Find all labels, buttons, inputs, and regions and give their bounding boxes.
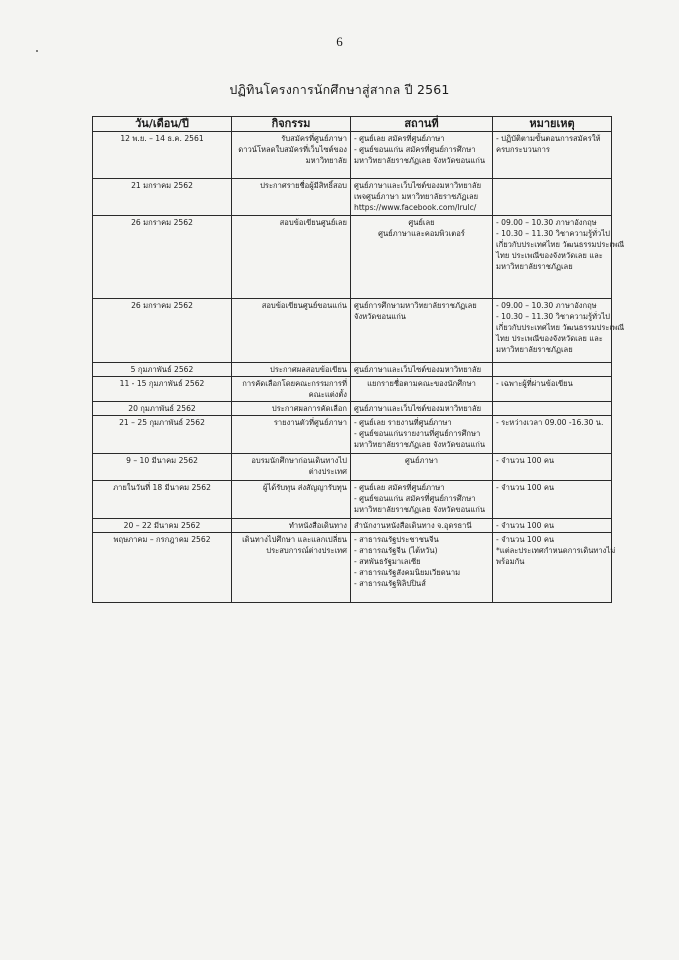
place-cell-line: เพจศูนย์ภาษา มหาวิทยาลัยราชภัฏเลย: [354, 192, 479, 201]
note-cell: [493, 299, 625, 363]
note-cell-line: - จำนวน 100 คน: [496, 483, 555, 492]
date-cell: 26 มกราคม 2562: [93, 216, 232, 299]
place-cell-line: จังหวัดขอนแก่น: [354, 312, 406, 321]
page-title: ปฏิทินโครงการนักศึกษาสู่สากล ปี 2561: [229, 82, 450, 97]
scan-speck: [36, 50, 38, 52]
header-row: [93, 117, 612, 132]
activity-cell-line: ประกาศผลสอบข้อเขียน: [270, 365, 347, 374]
date-cell: ภายในวันที่ 18 มีนาคม 2562: [93, 481, 232, 519]
note-cell-line: มหาวิทยาลัยราชภัฏเลย: [496, 345, 573, 354]
place-cell: [351, 519, 493, 533]
note-cell: [493, 132, 612, 179]
table-row: [93, 179, 612, 216]
place-cell: [351, 179, 493, 216]
activity-cell: [232, 216, 351, 299]
place-cell-line: ศูนย์ภาษาและเว็บไซต์ของมหาวิทยาลัย: [354, 365, 482, 374]
note-cell-line: - 10.30 – 11.30 วิชาความรู้ทั่วไป: [496, 312, 610, 321]
place-cell-line: - สาธารณรัฐสังคมนิยมเวียดนาม: [354, 568, 461, 577]
place-cell-line: มหาวิทยาลัยราชภัฏเลย จังหวัดขอนแก่น: [354, 505, 486, 514]
header-date: วัน/เดือน/ปี: [93, 117, 232, 132]
table-row: [93, 363, 612, 377]
activity-cell-line: รับสมัครที่ศูนย์ภาษา: [281, 134, 347, 143]
activity-cell-line: ทำหนังสือเดินทาง: [288, 521, 347, 530]
activity-cell-line: ต่างประเทศ: [308, 467, 347, 476]
activity-cell: [232, 132, 351, 179]
activity-cell: [232, 377, 351, 402]
table-row: [93, 132, 612, 179]
note-cell: [493, 533, 616, 603]
place-cell-line: - ศูนย์ขอนแก่น สมัครที่ศูนย์การศึกษา: [354, 145, 476, 154]
note-cell-line: - 09.00 – 10.30 ภาษาอังกฤษ: [496, 301, 597, 310]
place-cell: [351, 299, 493, 363]
place-cell-line: มหาวิทยาลัยราชภัฏเลย จังหวัดขอนแก่น: [354, 440, 486, 449]
note-cell: [493, 481, 612, 519]
place-cell-line: https://www.facebook.com/lrulc/: [354, 203, 477, 212]
table-row: [93, 416, 612, 454]
activity-cell: [232, 481, 351, 519]
note-cell-line: - ปฏิบัติตามขั้นตอนการสมัครให้: [496, 134, 601, 143]
place-cell: [351, 216, 493, 299]
place-cell-line: แยกรายชื่อตามคณะของนักศึกษา: [367, 379, 476, 388]
place-cell: [351, 533, 493, 603]
place-cell-line: ศูนย์ภาษาและเว็บไซต์ของมหาวิทยาลัย: [354, 181, 482, 190]
place-cell-line: - ศูนย์เลย รายงานที่ศูนย์ภาษา: [354, 418, 452, 427]
note-cell-line: - จำนวน 100 คน: [496, 456, 555, 465]
table-row: [93, 519, 612, 533]
activity-cell-line: ประกาศผลการคัดเลือก: [271, 404, 347, 413]
table-row: [93, 216, 612, 299]
place-cell-line: ศูนย์ภาษา: [404, 456, 438, 465]
activity-cell: [232, 416, 351, 454]
note-cell-line: *แต่ละประเทศกำหนดการเดินทางไม่: [496, 546, 616, 555]
note-cell: [493, 416, 612, 454]
note-cell: [493, 519, 612, 533]
table-row: [93, 402, 612, 416]
note-cell-line: - จำนวน 100 คน: [496, 535, 555, 544]
note-cell: [493, 363, 612, 377]
place-cell: [351, 377, 493, 402]
note-cell-line: เกี่ยวกับประเทศไทย วัฒนธรรมประเพณี: [496, 323, 625, 332]
place-cell-line: มหาวิทยาลัยราชภัฏเลย จังหวัดขอนแก่น: [354, 156, 486, 165]
note-cell-line: พร้อมกัน: [496, 557, 525, 566]
activity-cell-line: คณะแต่งตั้ง: [308, 390, 347, 399]
place-cell-line: - ศูนย์ขอนแก่น สมัครที่ศูนย์การศึกษา: [354, 494, 476, 503]
place-cell: [351, 481, 493, 519]
place-cell: [351, 402, 493, 416]
note-cell: [493, 402, 612, 416]
header-activity: กิจกรรม: [232, 117, 351, 132]
activity-cell: [232, 299, 351, 363]
date-cell: 20 – 22 มีนาคม 2562: [93, 519, 232, 533]
place-cell: [351, 454, 493, 481]
header-note: หมายเหตุ: [493, 117, 612, 132]
place-cell-line: สำนักงานหนังสือเดินทาง จ.อุดรธานี: [354, 521, 472, 530]
activity-cell: [232, 519, 351, 533]
place-cell-line: - สาธารณรัฐประชาชนจีน: [354, 535, 439, 544]
place-cell-line: - ศูนย์ขอนแก่นรายงานที่ศูนย์การศึกษา: [354, 429, 481, 438]
place-cell-line: - ศูนย์เลย สมัครที่ศูนย์ภาษา: [354, 483, 445, 492]
note-cell-line: - 09.00 – 10.30 ภาษาอังกฤษ: [496, 218, 597, 227]
place-cell-line: ศูนย์เลย: [408, 218, 435, 227]
note-cell-line: ครบกระบวนการ: [496, 145, 550, 154]
note-cell-line: เกี่ยวกับประเทศไทย วัฒนธรรมประเพณี: [496, 240, 625, 249]
date-cell: พฤษภาคม – กรกฎาคม 2562: [93, 533, 232, 603]
activity-cell-line: การคัดเลือกโดยคณะกรรมการที่: [242, 379, 347, 388]
activity-cell-line: ผู้ได้รับทุน ส่งสัญญารับทุน: [263, 483, 347, 492]
schedule-body: [93, 132, 625, 603]
table-row: [93, 377, 612, 402]
table-row: [93, 454, 612, 481]
place-cell-line: - ศูนย์เลย สมัครที่ศูนย์ภาษา: [354, 134, 445, 143]
place-cell-line: ศูนย์ภาษาและคอมพิวเตอร์: [378, 229, 465, 238]
note-cell: [493, 454, 612, 481]
activity-cell-line: สอบข้อเขียนศูนย์ขอนแก่น: [261, 301, 347, 310]
activity-cell-line: สอบข้อเขียนศูนย์เลย: [279, 218, 347, 227]
date-cell: 5 กุมภาพันธ์ 2562: [93, 363, 232, 377]
activity-cell-line: รายงานตัวที่ศูนย์ภาษา: [273, 418, 347, 427]
date-cell: 26 มกราคม 2562: [93, 299, 232, 363]
activity-cell: [232, 402, 351, 416]
activity-cell-line: ดาวน์โหลดใบสมัครที่เว็บไซต์ของ: [238, 145, 347, 154]
note-cell: [493, 216, 625, 299]
note-cell: [493, 377, 612, 402]
activity-cell-line: ประสบการณ์ต่างประเทศ: [266, 546, 347, 555]
date-cell: 20 กุมภาพันธ์ 2562: [93, 402, 232, 416]
date-cell: 21 มกราคม 2562: [93, 179, 232, 216]
place-cell: [351, 132, 493, 179]
activity-cell: [232, 454, 351, 481]
place-cell-line: - สหพันธรัฐมาเลเซีย: [354, 557, 421, 566]
date-cell: 11 - 15 กุมภาพันธ์ 2562: [93, 377, 232, 402]
place-cell-line: - สาธารณรัฐฟิลิปปินส์: [354, 579, 426, 588]
activity-cell: [232, 363, 351, 377]
date-cell: 9 – 10 มีนาคม 2562: [93, 454, 232, 481]
place-cell-line: - สาธารณรัฐจีน (ไต้หวัน): [354, 546, 438, 555]
activity-cell: [232, 179, 351, 216]
date-cell: 12 พ.ย. – 14 ธ.ค. 2561: [93, 132, 232, 179]
note-cell-line: ไทย ประเพณีของจังหวัดเลย และ: [496, 251, 603, 260]
note-cell-line: - เฉพาะผู้ที่ผ่านข้อเขียน: [496, 379, 573, 388]
note-cell-line: มหาวิทยาลัยราชภัฏเลย: [496, 262, 573, 271]
table-row: [93, 481, 612, 519]
note-cell-line: - 10.30 – 11.30 วิชาความรู้ทั่วไป: [496, 229, 610, 238]
activity-cell-line: เดินทางไปศึกษา และแลกเปลี่ยน: [242, 535, 347, 544]
place-cell: [351, 416, 493, 454]
place-cell-line: ศูนย์ภาษาและเว็บไซต์ของมหาวิทยาลัย: [354, 404, 482, 413]
note-cell-line: ไทย ประเพณีของจังหวัดเลย และ: [496, 334, 603, 343]
note-cell: [493, 179, 612, 216]
activity-cell-line: อบรมนักศึกษาก่อนเดินทางไป: [251, 456, 347, 465]
note-cell-line: - จำนวน 100 คน: [496, 521, 555, 530]
page-number: 6: [336, 34, 343, 49]
schedule-table: [92, 116, 625, 603]
place-cell: [351, 363, 493, 377]
note-cell-line: - ระหว่างเวลา 09.00 -16.30 น.: [496, 418, 604, 427]
activity-cell: [232, 533, 351, 603]
activity-cell-line: ประกาศรายชื่อผู้มีสิทธิ์สอบ: [260, 181, 347, 190]
place-cell-line: ศูนย์การศึกษามหาวิทยาลัยราชภัฏเลย: [354, 301, 477, 310]
date-cell: 21 – 25 กุมภาพันธ์ 2562: [93, 416, 232, 454]
header-place: สถานที่: [351, 117, 493, 132]
activity-cell-line: มหาวิทยาลัย: [305, 156, 347, 165]
table-row: [93, 533, 612, 603]
table-row: [93, 299, 612, 363]
